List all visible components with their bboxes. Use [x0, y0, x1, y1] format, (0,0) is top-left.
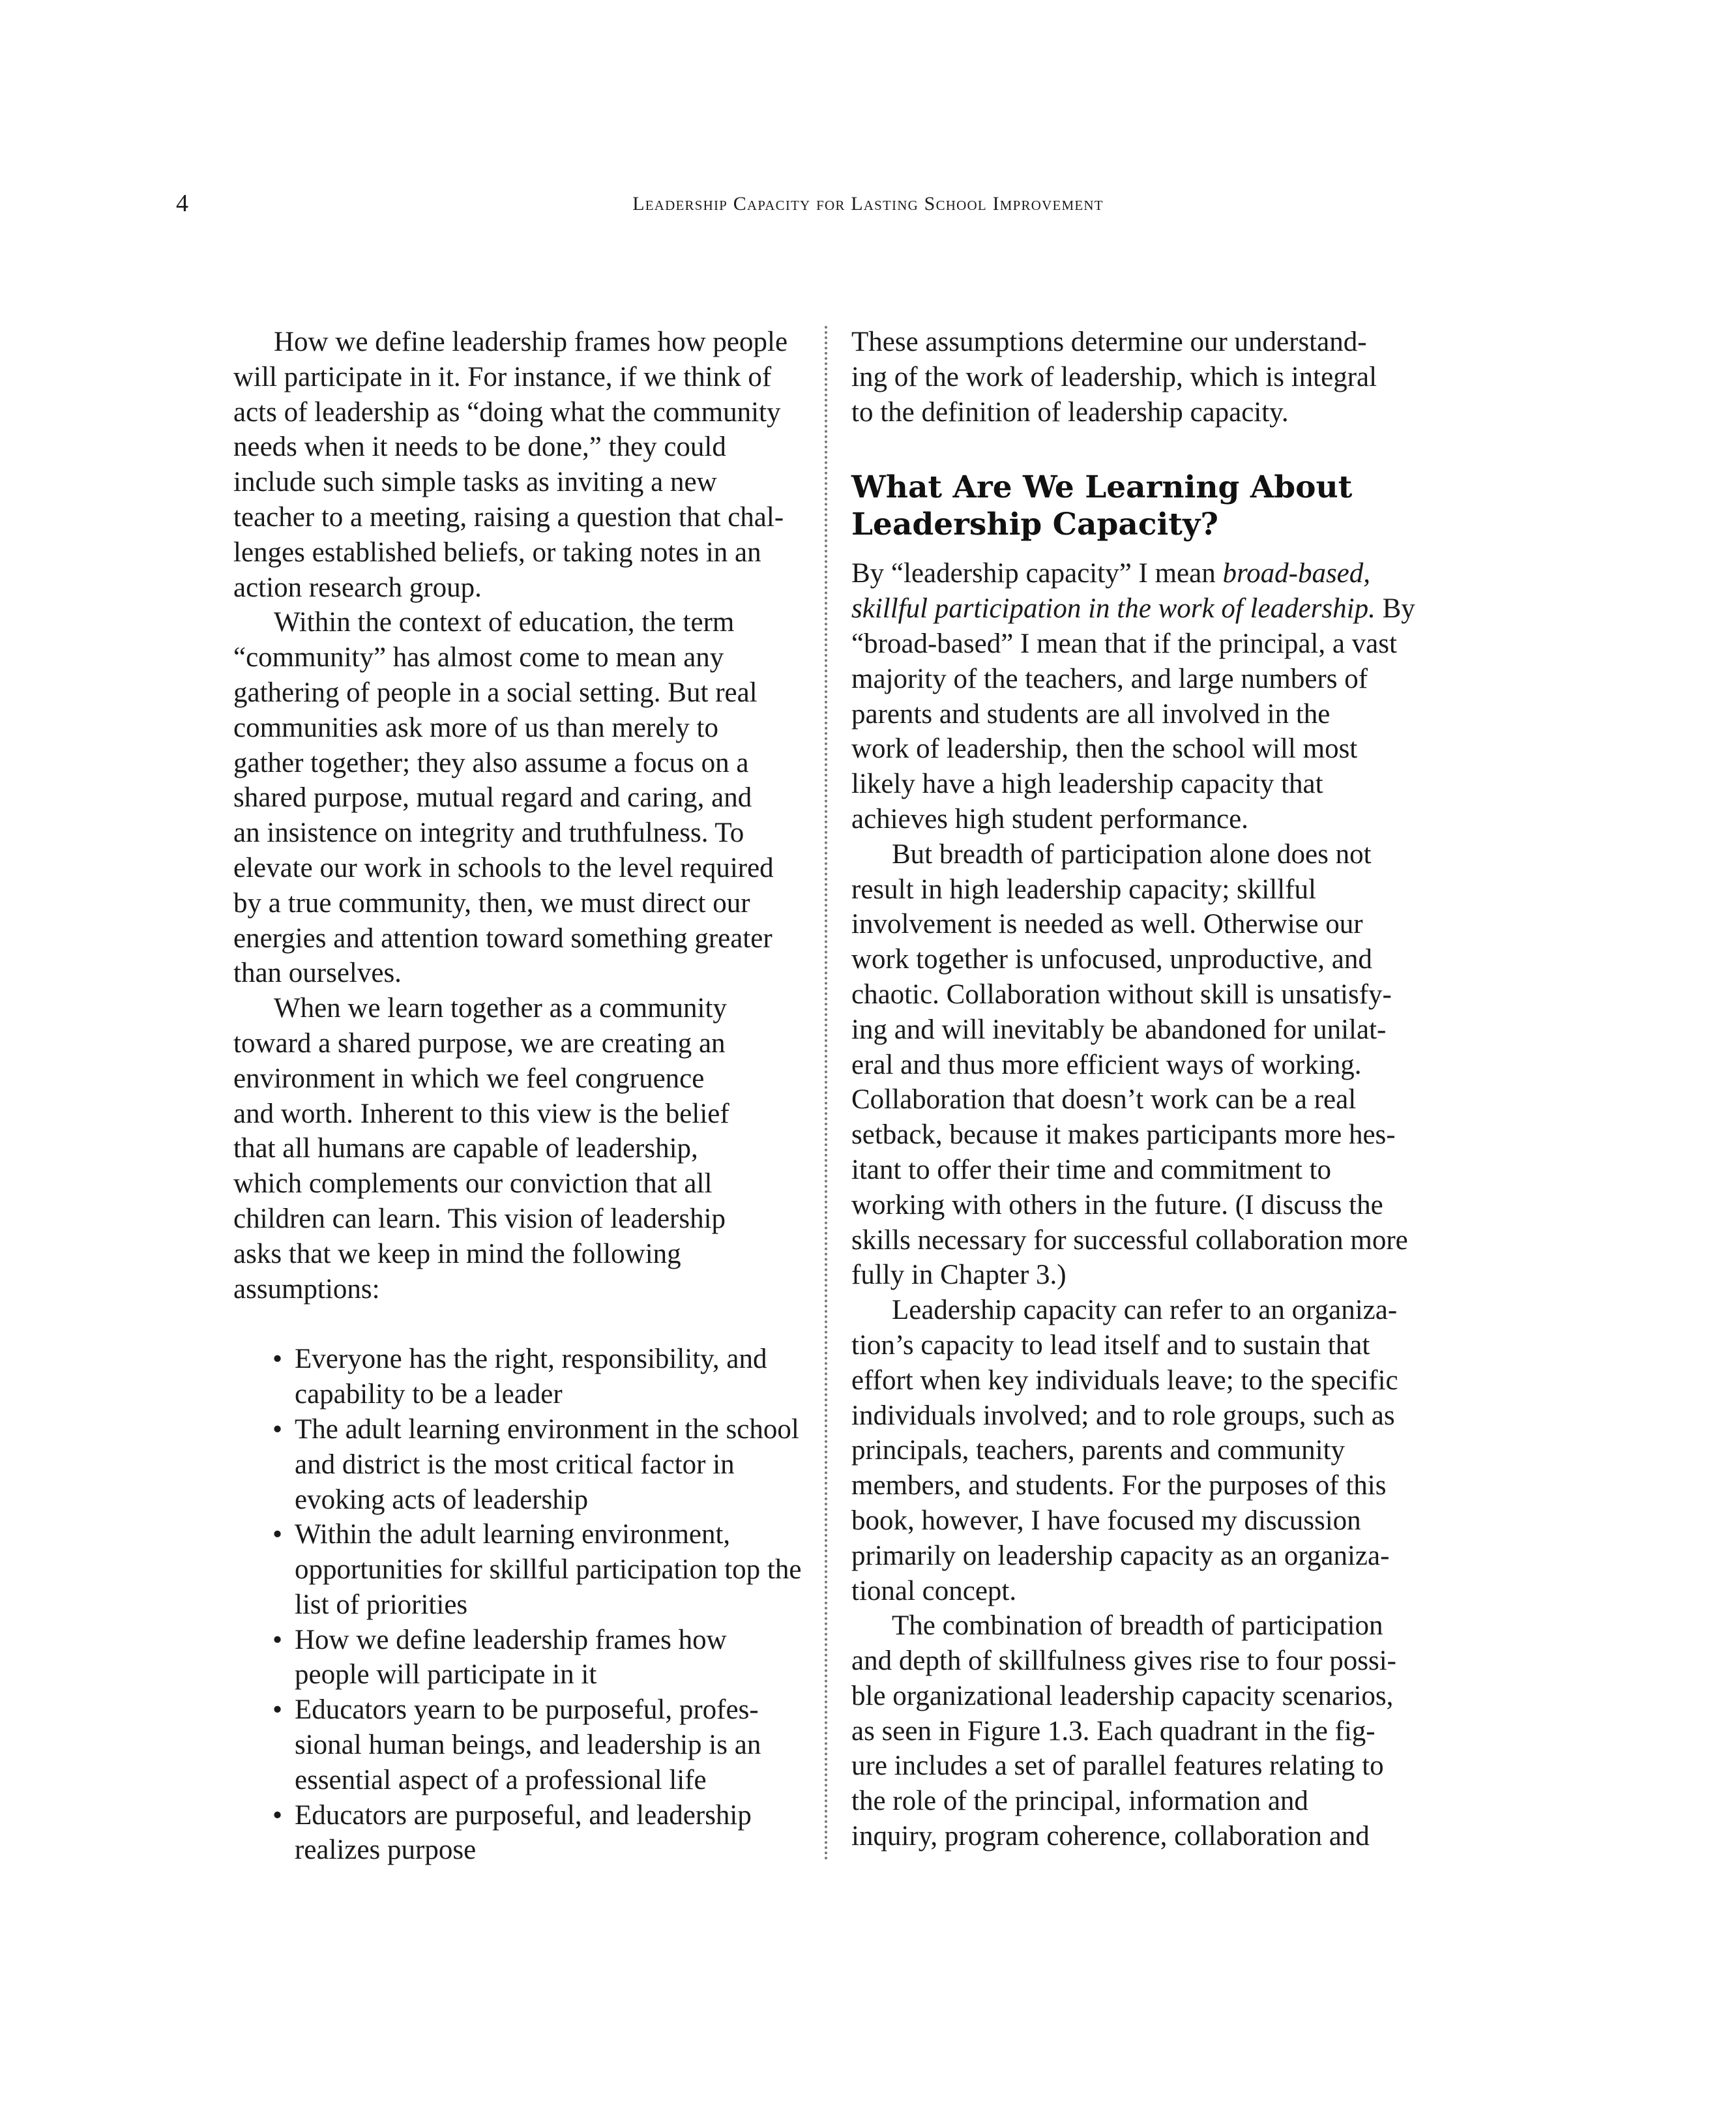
text-line: How we define leadership frames how people	[274, 327, 788, 357]
emphasis-text: skillful participation in the work of leadership.	[851, 593, 1376, 625]
text-line: sional human beings, and leadership is an	[295, 1730, 761, 1761]
text-run: By “leadership capacity” I mean	[851, 558, 1223, 589]
text-line: people will participate in it	[295, 1659, 597, 1690]
text-line: skills necessary for successful collaboration more	[851, 1224, 1408, 1256]
text-line: • Educators yearn to be purposeful, profes-	[295, 1694, 759, 1726]
assumptions-list	[233, 1342, 807, 1868]
text-line: and worth. Inherent to this view is the belief	[233, 1098, 729, 1129]
text-line: action research group.	[233, 572, 482, 603]
paragraph-definition	[851, 556, 1426, 836]
text-line: acts of leadership as “doing what the community	[233, 396, 781, 428]
text-line: setback, because it makes participants more hes-	[851, 1119, 1396, 1151]
text-line: book, however, I have focused my discussion	[851, 1505, 1361, 1536]
text-line: which complements our conviction that all	[233, 1168, 713, 1200]
text-line: ble organizational leadership capacity scenarios,	[851, 1680, 1394, 1711]
text-line: • Everyone has the right, responsibility, and	[295, 1344, 767, 1375]
text-line: to the definition of leadership capacity.	[851, 396, 1289, 428]
text-line: the role of the principal, information and	[851, 1786, 1308, 1817]
text-line: capability to be a leader	[295, 1379, 563, 1410]
text-line: needs when it needs to be done,” they could	[233, 432, 726, 463]
paragraph-organizational-capacity	[851, 1293, 1426, 1608]
paragraph-assumptions-determine	[851, 325, 1426, 430]
text-line: an insistence on integrity and truthfulness. To	[233, 818, 744, 849]
text-line: involvement is needed as well. Otherwise our	[851, 909, 1363, 940]
text-line: fully in Chapter 3.)	[851, 1260, 1067, 1291]
text-line: chaotic. Collaboration without skill is unsatisfy-	[851, 979, 1392, 1010]
text-line: teacher to a meeting, raising a question that chal-	[233, 501, 784, 533]
text-line: principals, teachers, parents and community	[851, 1435, 1346, 1466]
text-line: working with others in the future. (I discuss the	[851, 1189, 1383, 1220]
text-line: “community” has almost come to mean any	[233, 642, 724, 673]
paragraph-breadth	[851, 837, 1426, 1293]
text-line: communities ask more of us than merely to	[233, 712, 718, 743]
text-line: eral and thus more efficient ways of working.	[851, 1049, 1362, 1080]
text-line	[851, 556, 1426, 591]
emphasis-text: broad-based,	[1222, 558, 1371, 589]
text-line: work together is unfocused, unproductive, and	[851, 944, 1372, 975]
text-line: work of leadership, then the school will most	[851, 733, 1358, 765]
text-line: will participate in it. For instance, if we think of	[233, 361, 772, 392]
paragraph-four-scenarios	[851, 1608, 1426, 1854]
text-line: realizes purpose	[295, 1835, 477, 1866]
paragraph-define-leadership	[233, 325, 807, 605]
text-line: toward a shared purpose, we are creating an	[233, 1027, 726, 1059]
list-item	[271, 1692, 807, 1797]
text-line: These assumptions determine our understand-	[851, 327, 1367, 357]
text-line: result in high leadership capacity; skillful	[851, 874, 1316, 905]
text-line: lenges established beliefs, or taking notes in an	[233, 537, 761, 568]
text-line: environment in which we feel congruence	[233, 1063, 705, 1094]
text-line: Collaboration that doesn’t work can be a real	[851, 1084, 1357, 1115]
text-line: evoking acts of leadership	[295, 1484, 589, 1515]
text-line	[851, 591, 1426, 627]
text-line: children can learn. This vision of leadership	[233, 1203, 726, 1234]
text-line: assumptions:	[233, 1273, 380, 1305]
text-line: that all humans are capable of leadership,	[233, 1133, 698, 1164]
text-line: Within the context of education, the term	[274, 607, 735, 638]
text-line: elevate our work in schools to the level required	[233, 852, 774, 883]
left-column	[233, 325, 807, 1868]
text-line: gathering of people in a social setting. But real	[233, 677, 758, 708]
list-item	[271, 1342, 807, 1412]
text-line: achieves high student performance.	[851, 803, 1248, 834]
running-head-title: Leadership Capacity for Lasting School Improvement	[632, 193, 1104, 214]
text-line: gather together; they also assume a focus on a	[233, 747, 749, 778]
text-line: ing of the work of leadership, which is integral	[851, 361, 1377, 392]
page-number: 4	[176, 190, 188, 217]
text-line: majority of the teachers, and large numbers of	[851, 663, 1368, 694]
text-line: likely have a high leadership capacity that	[851, 769, 1323, 800]
text-line: and depth of skillfulness gives rise to four possi-	[851, 1646, 1397, 1677]
paragraph-learn-together	[233, 991, 807, 1306]
text-line: individuals involved; and to role groups, such as	[851, 1400, 1395, 1431]
right-column	[851, 325, 1426, 1854]
text-line: effort when key individuals leave; to the specific	[851, 1365, 1398, 1396]
text-line: as seen in Figure 1.3. Each quadrant in the fig-	[851, 1715, 1376, 1747]
text-line: than ourselves.	[233, 958, 402, 989]
text-line: parents and students are all involved in the	[851, 698, 1331, 730]
text-line: tion’s capacity to lead itself and to sustain that	[851, 1329, 1370, 1361]
text-line: list of priorities	[295, 1589, 468, 1620]
section-heading	[851, 469, 1426, 543]
list-item	[271, 1623, 807, 1693]
text-line: ure includes a set of parallel features relating to	[851, 1750, 1384, 1782]
text-line: and district is the most critical factor in	[295, 1449, 735, 1480]
text-line: But breadth of participation alone does not	[892, 838, 1372, 870]
text-line: itant to offer their time and commitment to	[851, 1154, 1331, 1185]
list-item	[271, 1412, 807, 1517]
paragraph-community	[233, 605, 807, 991]
text-line: inquiry, program coherence, collaboration and	[851, 1821, 1370, 1852]
text-run: By	[1375, 593, 1415, 625]
text-line: Leadership capacity can refer to an organiza-	[892, 1295, 1398, 1326]
text-line: • Educators are purposeful, and leadership	[295, 1799, 752, 1831]
list-item	[271, 1517, 807, 1622]
text-line: by a true community, then, we must direct our	[233, 887, 750, 919]
text-line: include such simple tasks as inviting a new	[233, 467, 717, 498]
text-line: essential aspect of a professional life	[295, 1764, 707, 1795]
text-line: primarily on leadership capacity as an organiza-	[851, 1540, 1390, 1571]
text-line: energies and attention toward something greater	[233, 923, 772, 954]
heading-line: Leadership Capacity?	[851, 507, 1218, 543]
text-line: “broad-based” I mean that if the principal, a vast	[851, 628, 1397, 659]
text-line: shared purpose, mutual regard and caring, and	[233, 782, 752, 814]
text-line: members, and students. For the purposes of this	[851, 1470, 1387, 1501]
text-line: asks that we keep in mind the following	[233, 1238, 681, 1269]
text-line: When we learn together as a community	[274, 993, 727, 1024]
text-line: • Within the adult learning environment,	[295, 1519, 731, 1550]
column-divider	[825, 326, 827, 1861]
text-line: • How we define leadership frames how	[295, 1624, 727, 1655]
text-line: tional concept.	[851, 1575, 1017, 1606]
list-item	[271, 1798, 807, 1868]
text-line: • The adult learning environment in the school	[295, 1413, 799, 1445]
text-line: opportunities for skillful participation top the	[295, 1554, 802, 1586]
text-line: ing and will inevitably be abandoned for unilat-	[851, 1014, 1387, 1045]
text-line: The combination of breadth of participation	[892, 1610, 1383, 1642]
heading-line: What Are We Learning About	[851, 469, 1353, 506]
